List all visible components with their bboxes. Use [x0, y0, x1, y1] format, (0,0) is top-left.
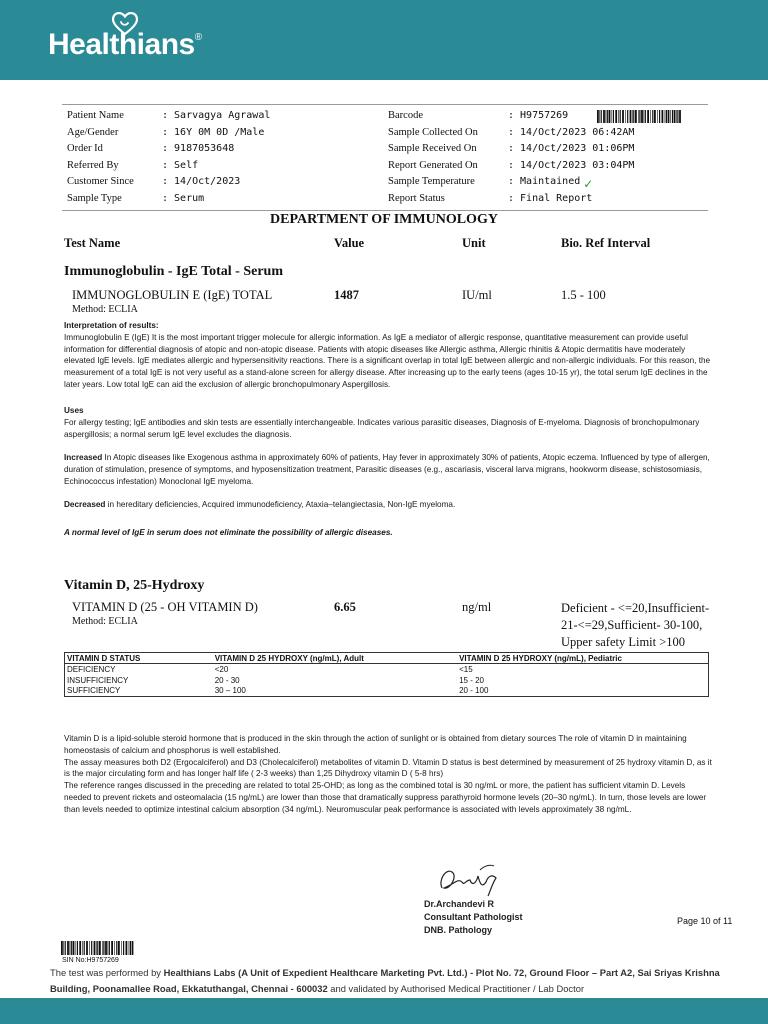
interpretation-title: Interpretation of results:: [64, 321, 159, 330]
col-value: Value: [334, 236, 365, 250]
patient-row: [62, 126, 708, 143]
signatory-block: [424, 898, 523, 937]
increased-title: Increased: [64, 453, 103, 462]
department-title: DEPARTMENT OF IMMUNOLOGY: [270, 212, 498, 227]
ige-unit: IU/ml: [462, 288, 492, 302]
vitd-ref-line: 21-<=29,Sufficient- 30-100,: [561, 618, 703, 632]
uses-body: For allergy testing; IgE antibodies and skin tests are essentially interchangeable. Indicates various parasitic diseases, Diagnosis of E-myeloma. Diagnosis of bronchopulmonary aspergillosis; a normal serum IgE level excludes the diagnosis.: [64, 417, 700, 439]
patient-value: : 16Y 0M 0D /Male: [162, 126, 265, 138]
vitd-table-cell: VITAMIN D 25 HYDROXY (ng/mL), Adult: [213, 653, 457, 664]
col-ref-interval: Bio. Ref Interval: [561, 236, 651, 250]
footer-pre: The test was performed by: [50, 967, 164, 978]
patient-label-2: Sample Temperature: [388, 176, 475, 187]
footer-post: and validated by Authorised Medical Practitioner / Lab Doctor: [327, 983, 585, 994]
signatory-degree: DNB. Pathology: [424, 925, 493, 935]
ige-method: Method: ECLIA: [72, 304, 138, 315]
vitd-unit: ng/ml: [462, 600, 492, 614]
decreased-body: in hereditary deficiencies, Acquired immunodeficiency, Ataxia–telangiectasia, Non-IgE myeloma.: [107, 500, 456, 509]
decreased-title: Decreased: [64, 500, 106, 509]
interpretation-body: Immunoglobulin E (IgE) It is the most important trigger molecule for allergic information. As IgE a mediator of allergic response, quantitative measurement can provide useful information for differential diagnosis of atopic and non-atopic disease. Patients with atopic diseases like Allergic asthma, Allergic rhinitis & Atopic dermatitis have moderately elevated IgE levels. IgE mediates allergic and hypersensitivity reactions. There is a significant overlap in total IgE between allergic and non-allergic individuals. For this reason, the measurement of a total IgE is not very useful as a stand-alone screen for allergy disease. After increasing up to the early teens (ages 10-15 yr), the total serum IgE declines in the later years. Low total IgE can aid the exclusion of allergic bronchopulmonary Aspergillosis.: [64, 332, 711, 389]
patient-value-2: : Final Report: [508, 192, 593, 204]
vitd-table-header: [65, 653, 709, 664]
patient-value-2: : 14/Oct/2023 01:06PM: [508, 143, 635, 154]
patient-value: : Sarvagya Agrawal: [162, 110, 271, 121]
vitd-section-title: Vitamin D, 25-Hydroxy: [64, 578, 205, 593]
vitd-table-row: [65, 675, 709, 686]
patient-row: [62, 159, 708, 176]
header-bar: [0, 0, 768, 80]
sin-barcode-image: [61, 941, 135, 955]
vitd-para-3: The reference ranges discussed in the preceding are related to total 25-OHD; as long as the combined total is 30 ng/mL or more, the patient has sufficient vitamin D. Levels needed to prevent rickets and osteomalacia (15 ng/mL) are lower than those that dramatically suppress parathyroid hormone levels (20–30 ng/mL). In turn, those levels are lower than levels needed to optimize intestinal calcium absorption (34 ng/mL). Neuromuscular peak performance is associated with levels approximately 38 ng/mL.: [64, 781, 707, 814]
ige-value: 1487: [334, 288, 359, 302]
patient-label: Order Id: [67, 143, 103, 154]
patient-label: Patient Name: [67, 110, 124, 121]
vitd-description: [64, 733, 712, 816]
patient-row: [62, 142, 708, 159]
patient-value-2: : H9757269: [508, 110, 569, 121]
footer-lab-info: [50, 965, 730, 997]
patient-label-2: Report Generated On: [388, 159, 478, 171]
vitd-table-cell: 20 - 30: [214, 675, 240, 685]
vitd-ref-interval: [561, 600, 709, 651]
vitd-table-cell: VITAMIN D 25 HYDROXY (ng/mL), Pediatric: [457, 653, 708, 664]
vitd-method: Method: ECLIA: [72, 616, 138, 627]
vitd-table-cell: DEFICIENCY: [67, 664, 116, 674]
ige-section-title: Immunoglobulin - IgE Total - Serum: [64, 264, 283, 279]
patient-label: Referred By: [67, 159, 119, 171]
uses-title: Uses: [64, 406, 84, 415]
patient-value: : 9187053648: [162, 143, 235, 154]
vitd-para-2: The assay measures both D2 (Ergocalciferol) and D3 (Cholecalciferol) metabolites of vitamin D. Vitamin D status is best determined by measurement of 25 hydroxy vitamin D, as it is the major circulating form and has longer half life ( 2-3 weeks) than 1,25 Dihydroxy vitamin D ( 5-8 hrs): [64, 757, 712, 779]
signatory-title: Consultant Pathologist: [424, 912, 523, 922]
vitd-table-row: [65, 686, 709, 697]
col-test-name: Test Name: [64, 236, 121, 250]
ige-increased: [64, 452, 712, 487]
check-icon: ✓: [583, 177, 594, 191]
patient-value: : Self: [162, 159, 199, 171]
healthians-logo: Healthians®: [48, 28, 202, 61]
ige-test-name: IMMUNOGLOBULIN E (IgE) TOTAL: [72, 288, 273, 302]
ige-uses: [64, 405, 712, 440]
patient-label: Sample Type: [67, 192, 122, 204]
sin-number: SIN No:H9757269: [62, 957, 119, 964]
vitd-test-name: VITAMIN D (25 - OH VITAMIN D): [72, 600, 258, 614]
barcode-image: [597, 110, 683, 123]
ige-decreased: [64, 499, 712, 511]
patient-row: [62, 192, 708, 209]
patient-label-2: Report Status: [388, 192, 445, 204]
patient-label-2: Sample Collected On: [388, 126, 478, 138]
footer-bar: [0, 998, 768, 1024]
vitd-table-cell: 20 - 100: [459, 686, 489, 696]
vitd-table-cell: VITAMIN D STATUS: [65, 653, 213, 664]
vitd-table-cell: <15: [459, 664, 473, 674]
page-number: Page 10 of 11: [677, 916, 733, 926]
vitd-table-cell: <20: [214, 664, 229, 674]
increased-body: In Atopic diseases like Exogenous asthma in approximately 60% of patients, Hay fever in approximately 30% of patients, Atopic eczema. Influenced by type of allergen, duration of stimulation, presence of symptoms, and hyposensitization treatment, Parasitic diseases (e.g., ascariasis, visceral larva migrans, hookworm disease, schistosomiasis, Echinococcus infestation) Monoclonal IgE myeloma.: [64, 453, 710, 486]
footer-lab-name: Healthians Labs (A Unit of Expedient Healthcare Marketing Pvt. Ltd.) - Plot No. 72, Ground Floor – Part A2, Sai Sriyas Krishna Building, Poonamallee Road, Ekkatuthangal, Chennai - 600032: [50, 967, 720, 994]
vitd-value: 6.65: [334, 600, 356, 614]
vitd-status-table: [64, 652, 709, 697]
vitd-ref-line: Upper safety Limit >100: [561, 635, 686, 649]
heart-logo-icon: [112, 12, 138, 36]
patient-value-2: : 14/Oct/2023 06:42AM: [508, 126, 635, 138]
ige-ref-interval: 1.5 - 100: [561, 288, 606, 302]
patient-value-2: : Maintained ✓: [508, 176, 594, 191]
patient-label: Customer Since: [67, 176, 134, 187]
patient-value-2: : 14/Oct/2023 03:04PM: [508, 159, 635, 171]
vitd-table-row: [65, 664, 709, 675]
patient-value: : Serum: [162, 192, 205, 204]
patient-value: : 14/Oct/2023: [162, 176, 241, 187]
doctor-signature: [432, 858, 512, 898]
ige-interpretation: [64, 320, 712, 391]
vitd-table-cell: INSUFFICIENCY: [67, 675, 129, 685]
patient-row: [62, 175, 708, 192]
vitd-para-1: Vitamin D is a lipid-soluble steroid hormone that is produced in the skin through the action of sunlight or is obtained from dietary sources The role of vitamin D in maintaining homeostasis of calcium and phosphorus is well established.: [64, 734, 687, 755]
patient-label-2: Barcode: [388, 110, 423, 121]
signatory-name: Dr.Archandevi R: [424, 899, 495, 909]
patient-label: Age/Gender: [67, 126, 119, 138]
vitd-table-cell: 15 - 20: [459, 675, 484, 685]
patient-label-2: Sample Received On: [388, 143, 477, 154]
vitd-table-cell: SUFFICIENCY: [67, 686, 121, 696]
col-unit: Unit: [462, 236, 486, 250]
vitd-table-cell: 30 – 100: [214, 686, 246, 696]
vitd-ref-line: Deficient - <=20,Insufficient-: [561, 601, 710, 615]
ige-note: A normal level of IgE in serum does not eliminate the possibility of allergic diseases.: [64, 528, 393, 537]
